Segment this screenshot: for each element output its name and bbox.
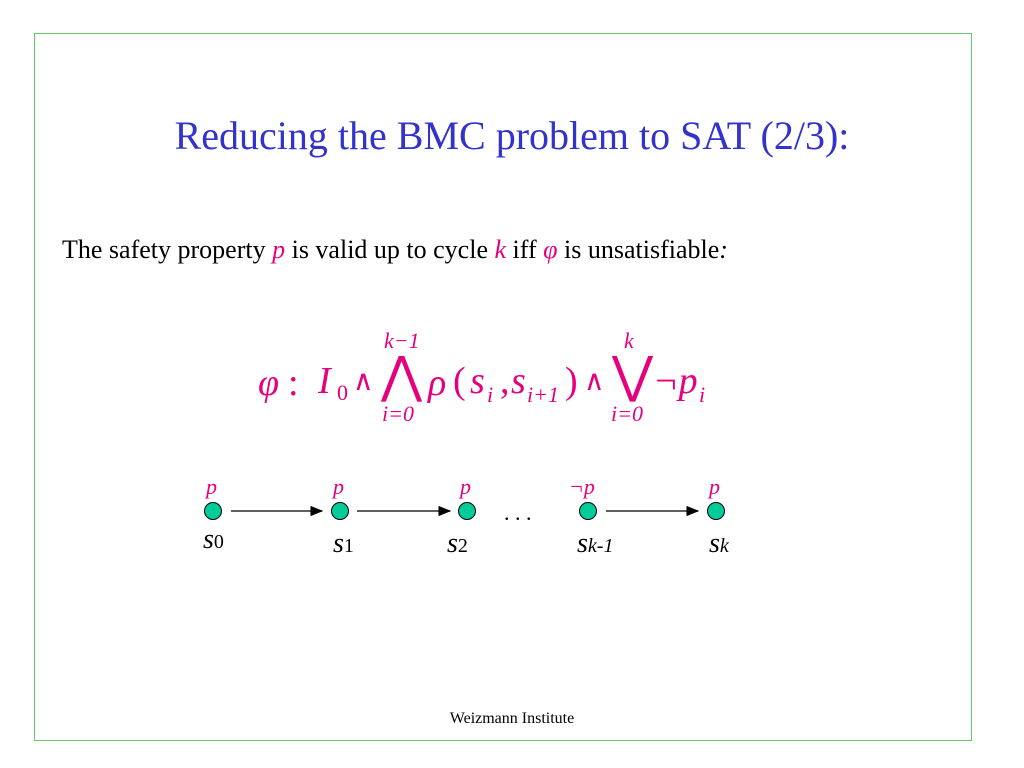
state-name-0-letter: s [203,524,214,555]
formula-big-and-upper: k−1 [384,328,420,353]
state-name-k-1-sub: k-1 [587,535,614,557]
formula-big-and: ⋀ [381,347,423,403]
formula-comma: , [500,360,510,402]
statement-text-3: iff [506,235,544,264]
state-name-k-1-letter: s [577,528,588,559]
state-node-k [708,503,725,520]
state-name-1 [333,530,354,558]
state-prop-k: p [709,474,720,499]
formula-open-paren: ( [453,360,466,402]
state-node-1 [332,503,349,520]
state-name-k-letter: s [709,528,720,559]
state-name-0-sub: 0 [213,531,224,553]
formula-and-2: ∧ [584,366,605,397]
formula-close-paren: ) [565,360,578,402]
statement-colon: : [719,235,728,264]
state-prop-2: p [460,474,471,499]
state-name-0 [203,526,224,554]
statement-text-1: The safety property [62,235,273,264]
formula-I: I [318,360,331,402]
statement-text-4: is unsatisfiable [557,235,720,264]
state-node-k-1 [580,503,597,520]
state-name-1-letter: s [333,528,344,559]
slide-footer: Weizmann Institute [449,710,575,727]
statement-text-2: is valid up to cycle [285,235,495,264]
statement-var-phi: φ [543,235,558,264]
formula-s-i1: s [511,360,526,402]
state-name-2-letter: s [447,528,458,559]
formula-big-or-lower: i=0 [611,401,643,426]
state-prop-k-1: ¬p [569,474,595,499]
formula-phi: φ [258,362,280,404]
statement-var-k: k [494,235,507,264]
formula-neg-p: ¬p [653,360,698,402]
formula-big-or-upper: k [624,328,634,353]
state-prop-1: p [333,474,344,499]
formula-rho: ρ [428,362,447,404]
state-prop-0: p [206,474,217,499]
formula-big-and-lower: i=0 [382,401,414,426]
state-name-2 [447,530,468,558]
state-name-k [709,530,729,558]
chain-ellipsis: . . . [504,500,532,525]
state-name-k-1 [577,530,613,558]
formula-neg-p-sub: i [699,382,706,407]
formula-s-i: s [470,360,485,402]
state-name-k-sub: k [719,535,729,557]
slide-title: Reducing the BMC problem to SAT (2/3): [174,113,850,158]
formula-s-i1-sub: i+1 [527,382,559,407]
state-node-0 [205,503,222,520]
state-node-2 [459,503,476,520]
formula-I-sub: 0 [337,380,348,405]
statement-var-p: p [272,235,286,264]
formula-big-or: ⋁ [612,347,654,403]
formula-colon: : [288,362,299,404]
state-name-1-sub: 1 [343,535,354,557]
formula-s-i-sub: i [487,382,494,407]
formula-and-1: ∧ [353,366,374,397]
state-name-2-sub: 2 [457,535,468,557]
